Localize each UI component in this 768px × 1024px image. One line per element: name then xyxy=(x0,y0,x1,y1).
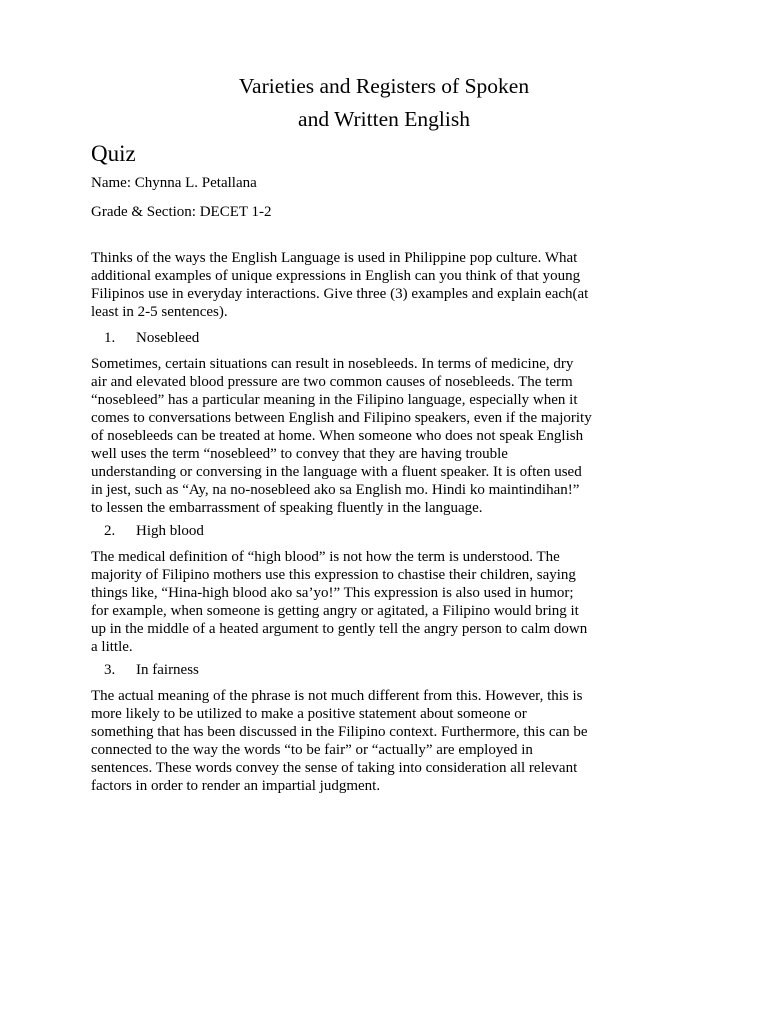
paragraph-line: in jest, such as “Ay, na no-nosebleed ako sa English mo. Hindi ko maintindihan!” xyxy=(91,482,580,498)
list-item-label: High blood xyxy=(136,523,204,539)
list-item-heading xyxy=(104,661,199,679)
list-item-number: 2. xyxy=(104,523,116,539)
paragraph-line: factors in order to render an impartial judgment. xyxy=(91,778,381,794)
paragraph-line: more likely to be utilized to make a positive statement about someone or xyxy=(91,706,527,722)
item-1-paragraph xyxy=(91,355,691,517)
paragraph-line: something that has been discussed in the Filipino context. Furthermore, this can be xyxy=(91,724,588,740)
intro-line: Thinks of the ways the English Language is used in Philippine pop culture. What xyxy=(91,250,578,266)
paragraph-line: up in the middle of a heated argument to gently tell the angry person to calm down xyxy=(91,621,588,637)
document-title-line-1: Varieties and Registers of Spoken xyxy=(238,74,530,98)
intro-line: additional examples of unique expressions in English can you think of that young xyxy=(91,268,581,284)
paragraph-line: understanding or conversing in the language with a fluent speaker. It is often used xyxy=(91,464,582,480)
intro-line: least in 2-5 sentences). xyxy=(91,304,228,320)
list-item-heading xyxy=(104,329,199,347)
paragraph-line: well uses the term “nosebleed” to convey that they are having trouble xyxy=(91,446,508,462)
paragraph-line: of nosebleeds can be treated at home. When someone who does not speak English xyxy=(91,428,584,444)
paragraph-line: sentences. These words convey the sense of taking into consideration all relevant xyxy=(91,760,578,776)
list-item-number: 3. xyxy=(104,662,116,678)
paragraph-line: a little. xyxy=(91,639,133,655)
paragraph-line: majority of Filipino mothers use this expression to chastise their children, saying xyxy=(91,567,576,583)
item-2-paragraph xyxy=(91,548,691,656)
paragraph-line: for example, when someone is getting angry or agitated, a Filipino would bring it xyxy=(91,603,579,619)
paragraph-line: things like, “Hina-high blood ako sa’yo!” This expression is also used in humor; xyxy=(91,585,574,601)
list-item-label: In fairness xyxy=(136,662,199,678)
item-3-paragraph xyxy=(91,687,691,795)
paragraph-line: “nosebleed” has a particular meaning in the Filipino language, especially when it xyxy=(91,392,578,408)
paragraph-line: The medical definition of “high blood” is not how the term is understood. The xyxy=(91,549,560,565)
document-title-line-2: and Written English xyxy=(298,107,470,131)
paragraph-line: connected to the way the words “to be fair” or “actually” are employed in xyxy=(91,742,533,758)
quiz-heading: Quiz xyxy=(91,141,136,166)
list-item-heading xyxy=(104,522,204,540)
intro-line: Filipinos use in everyday interactions. Give three (3) examples and explain each(at xyxy=(91,286,589,302)
paragraph-line: air and elevated blood pressure are two common causes of nosebleeds. The term xyxy=(91,374,573,390)
paragraph-line: to lessen the embarrassment of speaking fluently in the language. xyxy=(91,500,483,516)
paragraph-line: Sometimes, certain situations can result in nosebleeds. In terms of medicine, dry xyxy=(91,356,574,372)
paragraph-line: comes to conversations between English and Filipino speakers, even if the majority xyxy=(91,410,592,426)
grade-section: Grade & Section: DECET 1-2 xyxy=(91,204,272,220)
list-item-label: Nosebleed xyxy=(136,330,200,346)
student-name: Name: Chynna L. Petallana xyxy=(91,175,257,191)
list-item-number: 1. xyxy=(104,330,116,346)
paragraph-line: The actual meaning of the phrase is not much different from this. However, this is xyxy=(91,688,583,704)
intro-paragraph xyxy=(91,249,691,321)
